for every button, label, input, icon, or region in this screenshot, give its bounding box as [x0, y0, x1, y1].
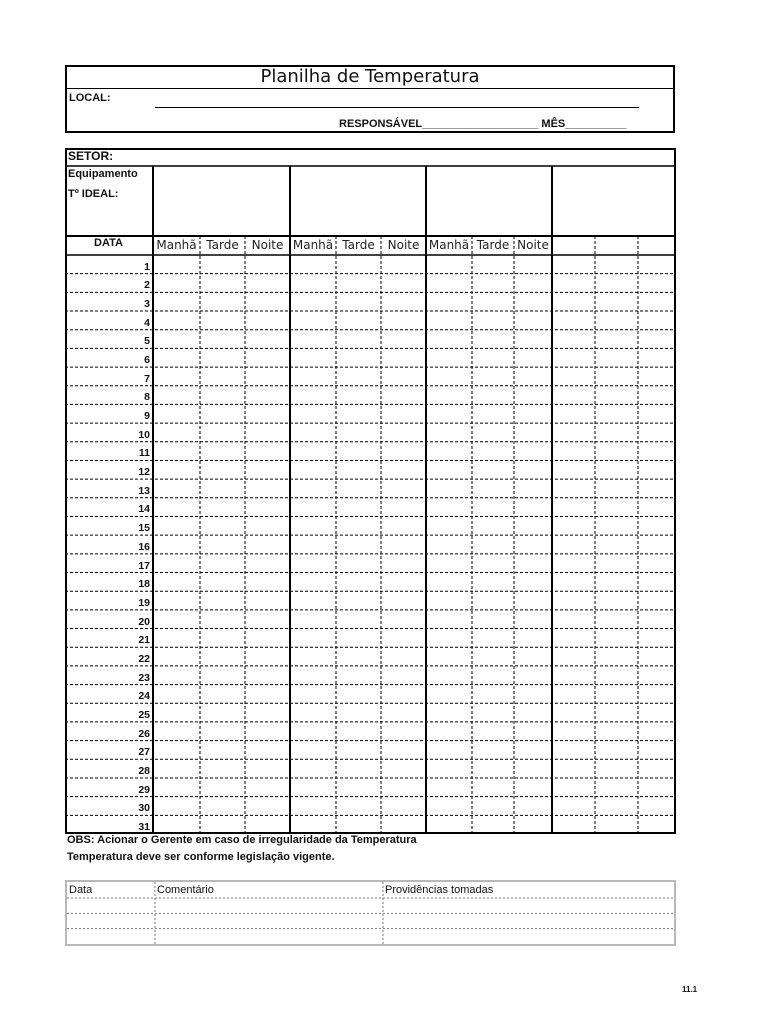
day-number: 17: [138, 559, 150, 572]
shift-header: Noite: [517, 238, 549, 252]
responsavel-mes-line[interactable]: RESPONSÁVEL___________________ MÊS__________: [339, 118, 627, 130]
day-number: 29: [138, 783, 150, 796]
shift-header: Manhã: [156, 238, 197, 252]
day-number: 28: [138, 764, 150, 777]
day-number: 12: [138, 466, 150, 479]
setor-label: SETOR:: [68, 149, 114, 163]
shift-header: Manhã: [292, 238, 334, 252]
header-box: [65, 65, 675, 133]
day-number: 10: [138, 428, 150, 441]
shift-header: Tarde: [476, 238, 510, 252]
day-number: 14: [138, 503, 150, 516]
page-title: Planilha de Temperatura: [67, 67, 673, 89]
temperature-grid: [65, 148, 676, 834]
day-number: 20: [138, 615, 150, 628]
day-number: 9: [144, 410, 150, 423]
comments-table: [65, 880, 676, 946]
shift-header: Tarde: [342, 238, 375, 252]
day-number: 11: [138, 447, 150, 460]
comments-header-providencias: Providências tomadas: [385, 884, 494, 896]
day-number: 27: [138, 746, 150, 759]
day-number: 13: [138, 484, 150, 497]
day-number: 15: [138, 522, 150, 535]
day-number: 22: [138, 652, 150, 665]
day-number: 7: [144, 372, 150, 385]
day-number: 24: [138, 690, 150, 703]
day-number: 5: [144, 335, 150, 348]
data-column-header: DATA: [94, 237, 123, 249]
day-number: 19: [138, 596, 150, 609]
form-code: 11.1: [682, 985, 698, 994]
shift-header: Noite: [387, 238, 420, 252]
day-number: 30: [138, 802, 150, 815]
shift-header: Tarde: [206, 238, 239, 252]
equipamento-label: Equipamento: [68, 168, 138, 180]
local-label: LOCAL:: [69, 92, 111, 104]
comments-header-comentario: Comentário: [157, 884, 214, 896]
obs-note: OBS: Acionar o Gerente em caso de irregularidade da Temperatura: [67, 834, 417, 846]
comments-header-data: Data: [69, 884, 93, 896]
day-number: 25: [138, 708, 150, 721]
legislation-note: Temperatura deve ser conforme legislação vigente.: [67, 851, 335, 863]
day-number: 4: [144, 316, 150, 329]
day-number: 16: [138, 540, 150, 553]
day-number: 18: [138, 578, 150, 591]
day-number: 2: [144, 279, 150, 292]
day-number: 31: [138, 821, 150, 833]
day-number: 8: [144, 391, 150, 404]
temp-ideal-label: Tº IDEAL:: [68, 188, 119, 200]
shift-header: Manhã: [428, 238, 470, 252]
day-number: 3: [144, 298, 150, 311]
day-number: 26: [138, 727, 150, 740]
shift-header: Noite: [251, 238, 284, 252]
day-number: 23: [138, 671, 150, 684]
local-field-line[interactable]: [155, 107, 639, 108]
day-number: 1: [144, 260, 150, 273]
day-number: 21: [138, 634, 150, 647]
day-number: 6: [144, 354, 150, 367]
